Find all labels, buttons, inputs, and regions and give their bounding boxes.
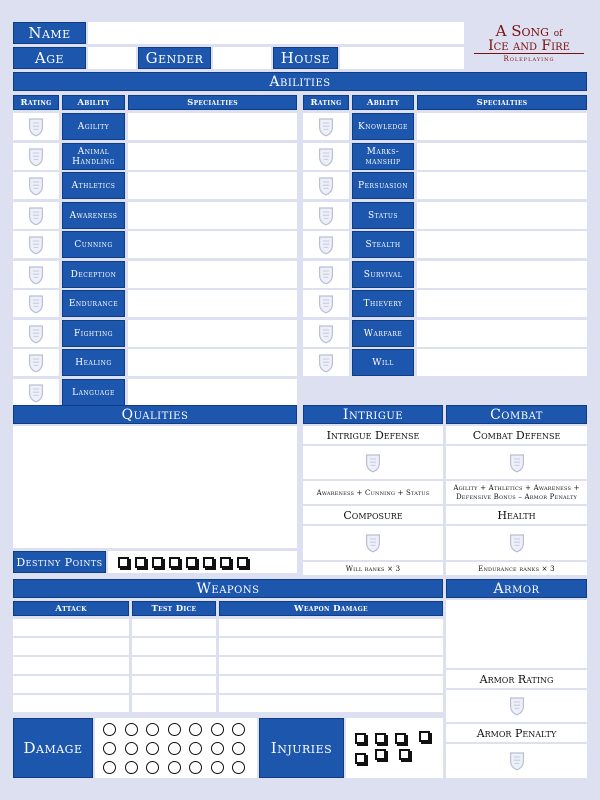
attack-field[interactable] — [13, 619, 129, 636]
shield-icon — [509, 751, 525, 771]
health-label: Health — [446, 506, 587, 524]
ability-name: Stealth — [352, 231, 414, 258]
ability-rating-field[interactable] — [13, 349, 59, 376]
composure-value[interactable] — [303, 526, 443, 560]
shield-icon — [509, 533, 525, 553]
ability-rating-field[interactable] — [303, 113, 349, 140]
damage-circle[interactable] — [146, 742, 159, 755]
ability-rating-field[interactable] — [303, 261, 349, 288]
intrigue-defense-value[interactable] — [303, 446, 443, 479]
damage-circle[interactable] — [125, 723, 138, 736]
test-dice-field[interactable] — [132, 657, 216, 674]
damage-circle[interactable] — [103, 723, 116, 736]
ability-rating-field[interactable] — [303, 172, 349, 199]
damage-circle[interactable] — [189, 761, 202, 774]
shield-icon — [28, 353, 44, 373]
destiny-checkbox[interactable] — [220, 557, 231, 568]
shield-icon — [28, 176, 44, 196]
attack-field[interactable] — [13, 695, 129, 712]
destiny-checkbox[interactable] — [237, 557, 248, 568]
ability-name: Marks-manship — [352, 143, 414, 170]
armor-penalty-label: Armor Penalty — [446, 724, 587, 742]
ability-specialties-field[interactable] — [128, 320, 297, 347]
intrigue-title: Intrigue — [303, 405, 443, 424]
destiny-checkbox[interactable] — [169, 557, 180, 568]
shield-icon — [318, 206, 334, 226]
ability-rating-field[interactable] — [13, 172, 59, 199]
ability-specialties-field[interactable] — [417, 143, 587, 170]
composure-formula: Will ranks × 3 — [303, 562, 443, 575]
injury-checkbox[interactable] — [375, 733, 386, 744]
ability-rating-field[interactable] — [13, 290, 59, 317]
shield-icon — [318, 353, 334, 373]
shield-icon — [318, 294, 334, 314]
weapon-damage-field[interactable] — [219, 619, 443, 636]
ability-specialties-field[interactable] — [417, 290, 587, 317]
ability-specialties-field[interactable] — [128, 290, 297, 317]
shield-icon — [318, 117, 334, 137]
ability-rating-field[interactable] — [303, 143, 349, 170]
damage-circle[interactable] — [211, 761, 224, 774]
name-label: Name — [13, 22, 86, 44]
ability-specialties-field[interactable] — [128, 202, 297, 229]
armor-description-field[interactable] — [446, 600, 587, 668]
shield-icon — [318, 176, 334, 196]
weapon-damage-field[interactable] — [219, 657, 443, 674]
ability-name: Knowledge — [352, 113, 414, 140]
ability-specialties-field[interactable] — [417, 320, 587, 347]
ability-specialties-field[interactable] — [417, 261, 587, 288]
weapons-title: Weapons — [13, 579, 443, 598]
rating-header-left: Rating — [13, 95, 59, 110]
destiny-checkbox[interactable] — [152, 557, 163, 568]
age-label: Age — [13, 47, 86, 69]
ability-rating-field[interactable] — [13, 379, 59, 406]
shield-icon — [28, 235, 44, 255]
ability-header-right: Ability — [352, 95, 414, 110]
ability-rating-field[interactable] — [13, 320, 59, 347]
shield-icon — [28, 147, 44, 167]
destiny-checkbox[interactable] — [135, 557, 146, 568]
composure-label: Composure — [303, 506, 443, 524]
house-field[interactable] — [340, 47, 464, 69]
ability-rating-field[interactable] — [303, 290, 349, 317]
injury-checkbox[interactable] — [375, 749, 386, 760]
intrigue-defense-label: Intrigue Defense — [303, 426, 443, 444]
attack-field[interactable] — [13, 657, 129, 674]
armor-rating-label: Armor Rating — [446, 670, 587, 688]
shield-icon — [318, 147, 334, 167]
attack-header: Attack — [13, 601, 129, 616]
age-field[interactable] — [88, 47, 136, 69]
destiny-checkbox[interactable] — [203, 557, 214, 568]
injury-checkbox[interactable] — [395, 733, 406, 744]
weapon-damage-field[interactable] — [219, 676, 443, 693]
specialties-header-right: Specialties — [417, 95, 587, 110]
health-formula: Endurance ranks × 3 — [446, 562, 587, 575]
damage-circle[interactable] — [232, 761, 245, 774]
attack-field[interactable] — [13, 676, 129, 693]
damage-circle[interactable] — [103, 761, 116, 774]
combat-title: Combat — [446, 405, 587, 424]
ability-name: Warfare — [352, 320, 414, 347]
shield-icon — [28, 265, 44, 285]
ability-specialties-field[interactable] — [128, 143, 297, 170]
injury-checkbox[interactable] — [399, 749, 410, 760]
health-value[interactable] — [446, 526, 587, 560]
ability-name: Agility — [62, 113, 125, 140]
ability-specialties-field[interactable] — [417, 349, 587, 376]
ability-name: Status — [352, 202, 414, 229]
test-dice-field[interactable] — [132, 695, 216, 712]
ability-specialties-field[interactable] — [417, 231, 587, 258]
shield-icon — [28, 117, 44, 137]
ability-specialties-field[interactable] — [128, 231, 297, 258]
ability-name: Athletics — [62, 172, 125, 199]
ability-rating-field[interactable] — [13, 143, 59, 170]
ability-name: Animal Handling — [62, 143, 125, 170]
ability-specialties-field[interactable] — [128, 379, 297, 406]
destiny-points-tracker — [108, 551, 297, 573]
damage-circle[interactable] — [189, 742, 202, 755]
shield-icon — [509, 696, 525, 716]
injury-checkbox[interactable] — [419, 731, 430, 742]
ability-rating-field[interactable] — [303, 202, 349, 229]
damage-circle[interactable] — [146, 761, 159, 774]
damage-tracker — [95, 718, 257, 778]
damage-circle[interactable] — [168, 742, 181, 755]
test-dice-field[interactable] — [132, 676, 216, 693]
combat-defense-value[interactable] — [446, 446, 587, 479]
ability-specialties-field[interactable] — [128, 113, 297, 140]
weapon-damage-field[interactable] — [219, 638, 443, 655]
ability-name: Endurance — [62, 290, 125, 317]
intrigue-defense-formula: Awareness + Cunning + Status — [303, 481, 443, 504]
rating-header-right: Rating — [303, 95, 349, 110]
shield-icon — [318, 324, 334, 344]
ability-rating-field[interactable] — [303, 231, 349, 258]
damage-circle[interactable] — [125, 761, 138, 774]
injuries-tracker — [346, 718, 443, 778]
specialties-header-left: Specialties — [128, 95, 297, 110]
shield-icon — [318, 235, 334, 255]
weapon-damage-header: Weapon Damage — [219, 601, 443, 616]
damage-circle[interactable] — [232, 742, 245, 755]
injuries-label: Injuries — [259, 718, 344, 778]
combat-defense-formula: Agility + Athletics + Awareness + Defensive Bonus – Armor Penalty — [446, 481, 587, 504]
test-dice-header: Test Dice — [132, 601, 216, 616]
ability-rating-field[interactable] — [13, 261, 59, 288]
ability-name: Healing — [62, 349, 125, 376]
ability-rating-field[interactable] — [13, 231, 59, 258]
shield-icon — [28, 324, 44, 344]
ability-rating-field[interactable] — [13, 202, 59, 229]
shield-icon — [365, 453, 381, 473]
damage-circle[interactable] — [146, 723, 159, 736]
destiny-points-label: Destiny Points — [13, 551, 106, 573]
armor-rating-value[interactable] — [446, 690, 587, 722]
damage-circle[interactable] — [211, 742, 224, 755]
qualities-title: Qualities — [13, 405, 297, 424]
weapon-damage-field[interactable] — [219, 695, 443, 712]
ability-specialties-field[interactable] — [417, 202, 587, 229]
test-dice-field[interactable] — [132, 638, 216, 655]
injury-checkbox[interactable] — [355, 753, 366, 764]
ability-name: Fighting — [62, 320, 125, 347]
gender-field[interactable] — [213, 47, 271, 69]
ability-name: Deception — [62, 261, 125, 288]
ability-name: Awareness — [62, 202, 125, 229]
ability-rating-field[interactable] — [13, 113, 59, 140]
shield-icon — [28, 383, 44, 403]
game-logo: A Song of Ice and Fire Roleplaying — [470, 22, 588, 70]
name-field[interactable] — [88, 22, 464, 44]
armor-title: Armor — [446, 579, 587, 598]
ability-name: Thievery — [352, 290, 414, 317]
combat-defense-label: Combat Defense — [446, 426, 587, 444]
ability-specialties-field[interactable] — [417, 113, 587, 140]
destiny-checkbox[interactable] — [186, 557, 197, 568]
ability-name: Language — [62, 379, 125, 406]
damage-circle[interactable] — [211, 723, 224, 736]
shield-icon — [28, 206, 44, 226]
damage-circle[interactable] — [103, 742, 116, 755]
shield-icon — [509, 453, 525, 473]
damage-circle[interactable] — [232, 723, 245, 736]
injury-checkbox[interactable] — [355, 733, 366, 744]
destiny-checkbox[interactable] — [118, 557, 129, 568]
attack-field[interactable] — [13, 638, 129, 655]
ability-specialties-field[interactable] — [128, 172, 297, 199]
abilities-title: Abilities — [13, 72, 587, 91]
damage-circle[interactable] — [168, 723, 181, 736]
shield-icon — [318, 265, 334, 285]
test-dice-field[interactable] — [132, 619, 216, 636]
ability-name: Survival — [352, 261, 414, 288]
ability-name: Will — [352, 349, 414, 376]
ability-specialties-field[interactable] — [417, 172, 587, 199]
ability-header-left: Ability — [62, 95, 125, 110]
damage-circle[interactable] — [125, 742, 138, 755]
damage-label: Damage — [13, 718, 93, 778]
ability-specialties-field[interactable] — [128, 349, 297, 376]
ability-rating-field[interactable] — [303, 349, 349, 376]
damage-circle[interactable] — [168, 761, 181, 774]
gender-label: Gender — [138, 47, 211, 69]
ability-name: Persuasion — [352, 172, 414, 199]
ability-name: Cunning — [62, 231, 125, 258]
shield-icon — [365, 533, 381, 553]
shield-icon — [28, 294, 44, 314]
ability-rating-field[interactable] — [303, 320, 349, 347]
house-label: House — [273, 47, 338, 69]
armor-penalty-value[interactable] — [446, 744, 587, 778]
ability-specialties-field[interactable] — [128, 261, 297, 288]
qualities-field[interactable] — [13, 426, 297, 548]
damage-circle[interactable] — [189, 723, 202, 736]
